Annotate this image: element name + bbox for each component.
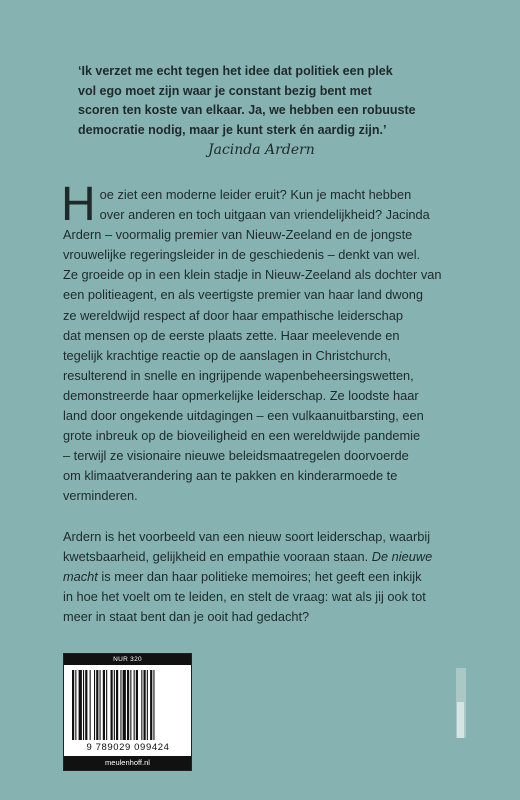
description-line: een politieagent, en als veertigste premier van haar land dwong	[63, 287, 423, 303]
publisher-url: meulenhoff.nl	[64, 756, 191, 770]
quote-line: democratie nodig, maar je kunt sterk én aardig zijn.’	[78, 122, 387, 137]
barcode-bar	[153, 670, 154, 740]
author-signature: Jacinda Ardern	[208, 142, 315, 158]
barcode-bar	[123, 670, 126, 740]
barcode-bar	[72, 670, 74, 740]
description-line: oe ziet een moderne leider eruit? Kun je macht hebben	[99, 187, 412, 202]
description-line: kwetsbaarheid, gelijkheid en empathie vooraan staan.	[63, 548, 372, 564]
barcode-bar	[144, 670, 146, 740]
barcode-bar	[141, 670, 142, 740]
description-line: over anderen en toch uitgaan van vriendelijkheid? Jacinda	[99, 207, 430, 223]
barcode-bar	[136, 670, 138, 740]
description-line: om klimaatverandering aan te pakken en kinderarmoede te	[63, 468, 398, 484]
description-line: vrouwelijke regeringsleider in de geschiedenis – denkt van wel.	[63, 247, 421, 263]
book-title-italic: macht	[63, 568, 98, 584]
description-paragraph-2	[63, 527, 468, 627]
barcode-bar	[85, 670, 87, 740]
description-line: demonstreerde haar opmerkelijke leiderschap. Ze loodste haar	[63, 387, 419, 403]
barcode-bar	[150, 670, 152, 740]
barcode-bar	[120, 670, 121, 740]
description-line: grote inbreuk op de bioveiligheid en een wereldwijde pandemie	[63, 428, 421, 444]
description-line: meer in staat bent dan je ooit had gedacht?	[63, 608, 310, 624]
description-line: in hoe het voelt om te leiden, en stelt de vraag: wat als jij ook tot	[63, 588, 426, 604]
barcode-bar	[90, 670, 91, 740]
drop-cap: H	[61, 178, 96, 231]
barcode-bar	[147, 670, 148, 740]
barcode-bar	[130, 670, 131, 740]
quote-line: scoren ten koste van elkaar. Ja, we hebben een robuuste	[78, 103, 416, 117]
description-line: verminderen.	[63, 488, 138, 504]
quote-line: vol ego moet zijn waar je constant bezig bent met	[78, 83, 372, 98]
description-line: Ze groeide op in een klein stadje in Nieuw-Zeeland als dochter van	[63, 267, 442, 283]
description-line: Ardern is het voorbeeld van een nieuw soort leiderschap, waarbij	[63, 528, 431, 544]
description-line: tegelijk krachtige reactie op de aanslagen in Christchurch,	[63, 347, 391, 363]
barcode-bar	[114, 670, 115, 740]
isbn-number: 9 789029 099424	[86, 742, 170, 753]
description-line: ze wereldwijd respect af door haar empathische leiderschap	[63, 307, 404, 323]
barcode-bar	[100, 670, 101, 740]
description-line: land door ongekende uitdagingen – een vulkaanuitbarsting, een	[63, 408, 424, 424]
barcode-bar	[116, 670, 118, 740]
description-paragraph-1	[61, 178, 468, 507]
walking-figure-logo-icon	[448, 668, 474, 738]
barcode-bar	[127, 670, 129, 740]
barcode-bar	[79, 670, 82, 740]
quote-line: ‘Ik verzet me echt tegen het idee dat politiek een plek	[78, 64, 393, 78]
barcode-bar	[103, 670, 105, 740]
description-line: – terwijl ze visionaire nieuwe beleidsmaatregelen doorvoerde	[63, 448, 409, 464]
description-line: is meer dan haar politieke memoires; het geeft een inkijk	[97, 568, 422, 584]
barcode-bar	[111, 670, 113, 740]
description-line: dat mensen op de eerste plaats zette. Haar meelevende en	[63, 327, 400, 343]
book-title-italic: De nieuwe	[371, 548, 433, 564]
barcode-bar	[83, 670, 84, 740]
description-line: resulterend in snelle en ingrijpende wapenbeheersingswetten,	[63, 367, 414, 383]
description-line: Ardern – voormalig premier van Nieuw-Zeeland en de jongste	[63, 227, 413, 243]
barcode-label	[63, 653, 192, 771]
book-description	[61, 178, 468, 627]
barcode-bar	[94, 670, 95, 740]
barcode-bar	[106, 670, 107, 740]
barcode-bar	[134, 670, 135, 740]
blurb-quote	[78, 62, 450, 140]
isbn-barcode-icon	[72, 670, 182, 742]
barcode-bar	[96, 670, 98, 740]
nur-code: NUR 320	[64, 654, 191, 665]
barcode-bar	[75, 670, 76, 740]
